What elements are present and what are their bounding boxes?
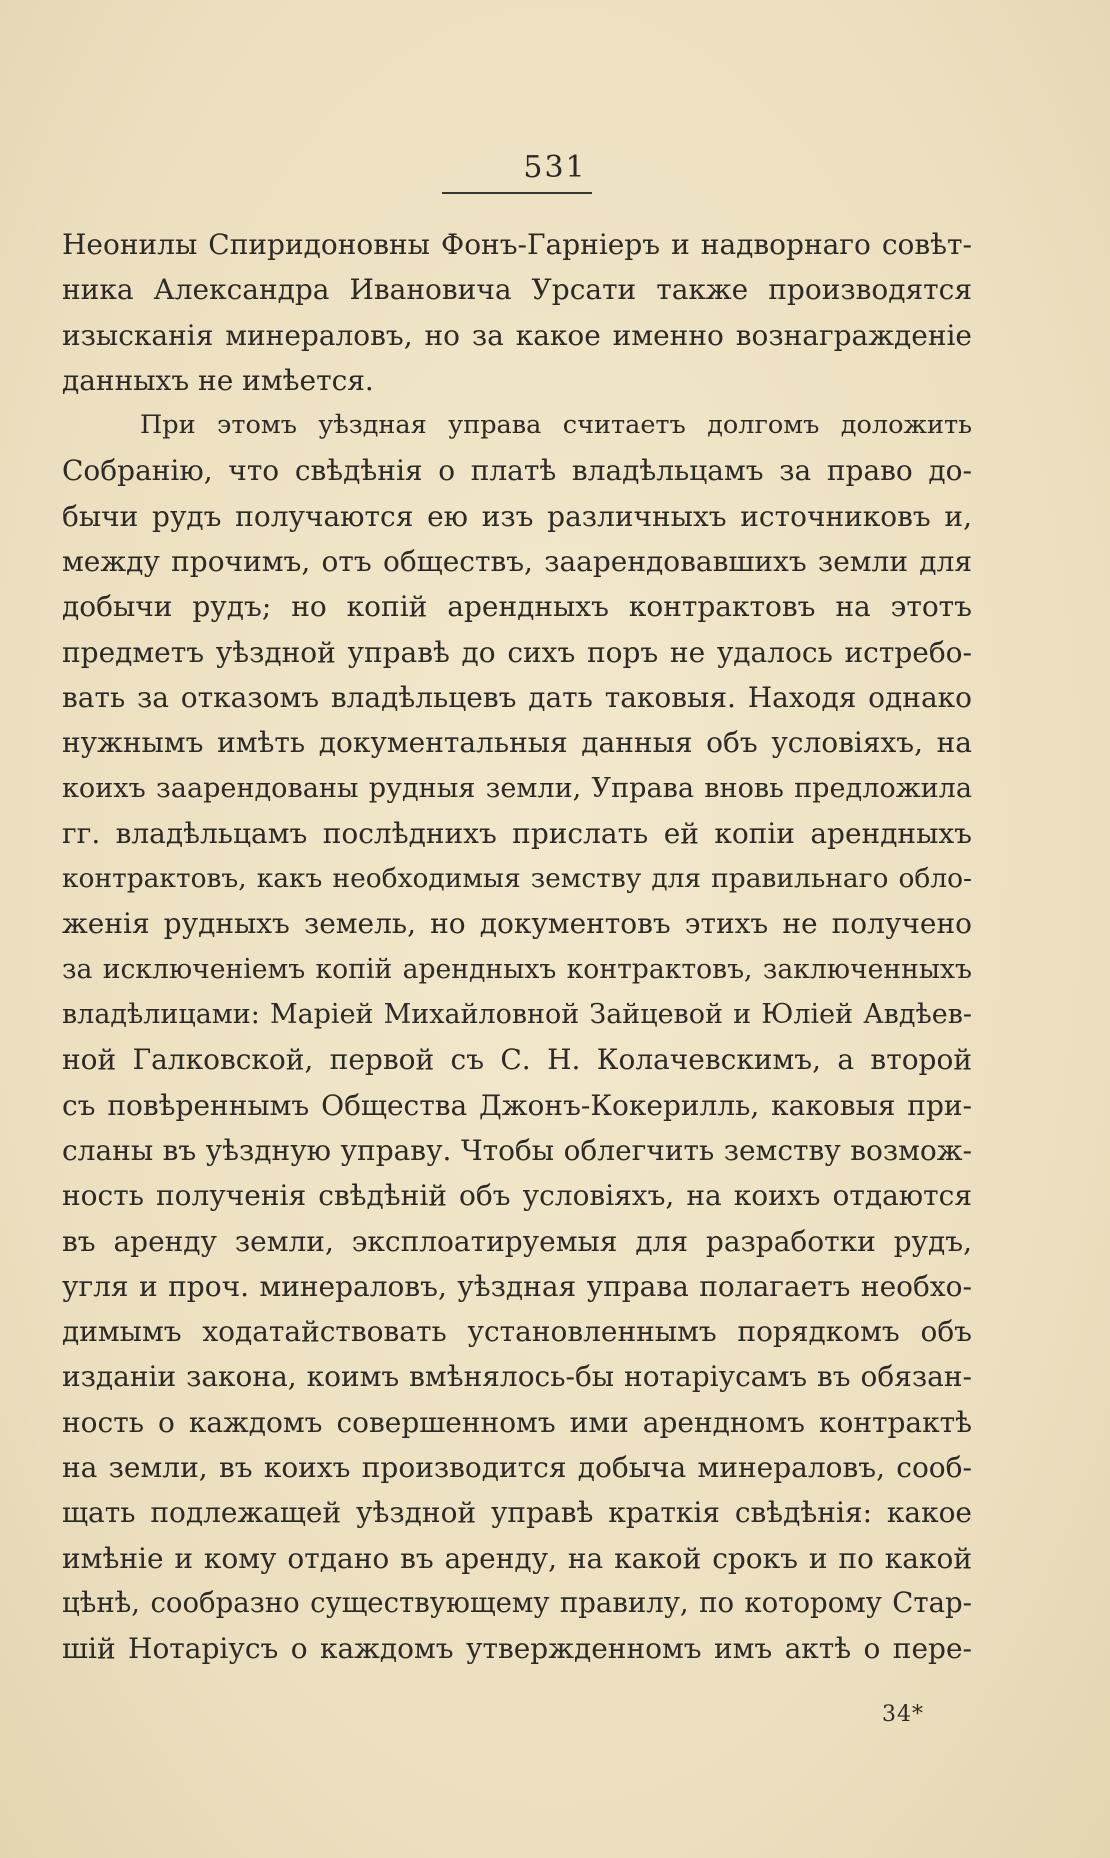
text-line: димымъ ходатайствовать установленнымъ порядкомъ объ (62, 1315, 972, 1349)
text-line: изданіи закона, коимъ вмѣнялось-бы нотаріусамъ въ обязан- (62, 1360, 972, 1394)
text-line: въ аренду земли, эксплоатируемыя для разработки рудъ, (62, 1224, 972, 1258)
text-line: вать за отказомъ владѣльцевъ дать таковыя. Находя однако (62, 680, 972, 714)
text-line: щать подлежащей уѣздной управѣ краткія свѣдѣнія: какое (62, 1496, 972, 1530)
text-line: женія рудныхъ земель, но документовъ этихъ не получено (62, 907, 972, 941)
text-line: ной Галковской, первой съ С. Н. Колачевскимъ, а второй (62, 1043, 972, 1077)
text-line: за исключеніемъ копій арендныхъ контрактовъ, заключенныхъ (62, 953, 972, 985)
text-line: ника Александра Ивановича Урсати также производятся (62, 273, 972, 307)
text-line: шій Нотаріусъ о каждомъ утвержденномъ имъ актѣ о пере- (62, 1632, 972, 1666)
text-line: Неонилы Спиридоновны Фонъ-Гарніеръ и надворнаго совѣт- (62, 228, 972, 261)
body-text (62, 222, 972, 1672)
text-line: предметъ уѣздной управѣ до сихъ поръ не удалось истребо- (62, 635, 972, 669)
text-line: изысканія минераловъ, но за какое именно вознагражденіе (62, 318, 972, 352)
text-line: коихъ заарендованы рудныя земли, Управа вновь предложила (62, 772, 972, 804)
text-line: гг. владѣльцамъ послѣднихъ прислать ей копіи арендныхъ (62, 816, 972, 850)
text-line: бычи рудъ получаются ею изъ различныхъ источниковъ и, (62, 499, 972, 533)
text-line: имѣніе и кому отдано въ аренду, на какой срокъ и по какой (62, 1541, 972, 1575)
text-line: При этомъ уѣздная управа считаетъ долгомъ доложить (140, 410, 972, 441)
text-line: контрактовъ, какъ необходимыя земству для правильнаго обло- (62, 863, 972, 895)
text-line: между прочимъ, отъ обществъ, заарендовавшихъ земли для (62, 545, 972, 579)
text-line: ность полученія свѣдѣній объ условіяхъ, на коихъ отдаются (62, 1179, 972, 1213)
text-line: сланы въ уѣздную управу. Чтобы облегчить земству возмож- (62, 1133, 972, 1167)
signature-mark: 34* (882, 1702, 924, 1727)
text-line: цѣнѣ, сообразно существующему правилу, по которому Стар- (62, 1586, 972, 1619)
text-line: владѣлицами: Маріей Михайловной Зайцевой и Юліей Авдѣев- (62, 999, 972, 1031)
header-rule (442, 192, 592, 194)
page-number: 531 (523, 150, 587, 185)
text-line: угля и проч. минераловъ, уѣздная управа полагаетъ необхо- (62, 1269, 972, 1303)
text-line: Собранію, что свѣдѣнія о платѣ владѣльцамъ за право до- (62, 454, 972, 488)
text-line: нужнымъ имѣть документальныя данныя объ условіяхъ, на (62, 726, 972, 760)
text-line: добычи рудъ; но копій арендныхъ контрактовъ на этотъ (62, 590, 972, 624)
text-line: на земли, въ коихъ производится добыча минераловъ, сооб- (62, 1451, 972, 1485)
text-line: данныхъ не имѣется. (62, 363, 374, 397)
text-line: ность о каждомъ совершенномъ ими арендномъ контрактѣ (62, 1405, 972, 1439)
text-line: съ повѣреннымъ Общества Джонъ-Кокерилль, каковыя при- (62, 1088, 972, 1122)
